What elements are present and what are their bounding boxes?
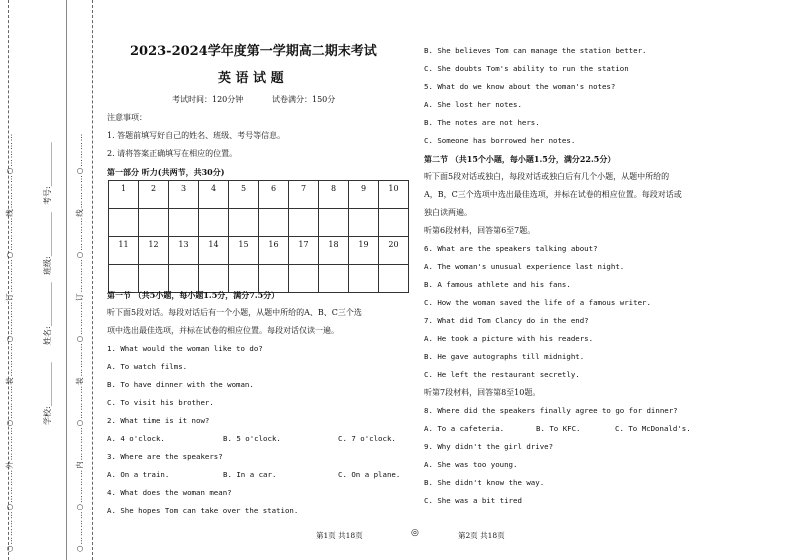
- section1-instruction: 项中选出最佳选项，并标在试卷的相应位置。每段对话仅读一遍。: [107, 326, 339, 335]
- left-page: [100, 0, 410, 560]
- option-b: B. He gave autographs till midnight.: [424, 352, 585, 361]
- section2-heading: 第二节 （共15个小题，每小题1.5分，满分22.5分）: [424, 154, 616, 164]
- page-number-right: 第2页 共18页: [458, 531, 505, 540]
- section1-instruction: 听下面5段对话。每段对话后有一个小题，从题中所给的A、B、C三个选: [107, 308, 362, 317]
- option-b: B. A famous athlete and his fans.: [424, 280, 571, 289]
- center-mark-icon: ◎: [411, 528, 419, 538]
- answer-cell[interactable]: [379, 265, 409, 293]
- exam-subtitle: 英 语 试 题: [218, 71, 284, 86]
- answer-number: 15: [229, 237, 259, 265]
- exam-time: 考试时间：120分钟: [172, 95, 244, 104]
- answer-cell[interactable]: [169, 209, 199, 237]
- answer-number-row: [109, 181, 409, 209]
- option-a: A. The woman's unusual experience last night.: [424, 262, 625, 271]
- answer-cell[interactable]: [139, 265, 169, 293]
- answer-cell[interactable]: [199, 209, 229, 237]
- answer-cell[interactable]: [319, 209, 349, 237]
- question-8: 8. Where did the speakers finally agree to go for dinner?: [424, 406, 678, 415]
- option-b: B. She didn't know the way.: [424, 478, 545, 487]
- option-c: C. To McDonald's.: [615, 424, 691, 433]
- right-page: [418, 0, 794, 560]
- answer-number: 19: [349, 237, 379, 265]
- answer-cell[interactable]: [109, 209, 139, 237]
- exam-title: 2023-2024学年度第一学期高二期末考试: [130, 44, 377, 59]
- part1-heading: 第一部分 听力(共两节，共30分): [107, 167, 225, 177]
- option-a: A. She hopes Tom can take over the station.: [107, 506, 299, 515]
- option-c: C. Someone has borrowed her notes.: [424, 136, 576, 145]
- question-2: 2. What time is it now?: [107, 416, 210, 425]
- answer-number: 1: [109, 181, 139, 209]
- name-field: 姓名:___________: [43, 282, 52, 345]
- option-c: C. She doubts Tom's ability to run the station: [424, 64, 629, 73]
- option-b: B. To KFC.: [536, 424, 581, 433]
- answer-number: 5: [229, 181, 259, 209]
- answer-number: 3: [169, 181, 199, 209]
- answer-cell[interactable]: [139, 209, 169, 237]
- answer-number: 14: [199, 237, 229, 265]
- section1-heading: 第一节 （共5小题，每小题1.5分，满分7.5分）: [107, 290, 280, 300]
- option-c: C. To visit his brother.: [107, 398, 214, 407]
- answer-number: 4: [199, 181, 229, 209]
- question-4: 4. What does the woman mean?: [107, 488, 232, 497]
- answer-number: 6: [259, 181, 289, 209]
- option-a: A. To a cafeteria.: [424, 424, 505, 433]
- answer-grid: [108, 180, 409, 293]
- option-a: A. To watch films.: [107, 362, 188, 371]
- inner-cut-line: [92, 0, 93, 560]
- option-a: A. She was too young.: [424, 460, 518, 469]
- answer-cell[interactable]: [109, 265, 139, 293]
- answer-cell[interactable]: [349, 265, 379, 293]
- answer-cell[interactable]: [229, 265, 259, 293]
- answer-blank-row[interactable]: [109, 265, 409, 293]
- option-a: A. 4 o'clock.: [107, 434, 165, 443]
- answer-cell[interactable]: [199, 265, 229, 293]
- option-b: B. She believes Tom can manage the station better.: [424, 46, 647, 55]
- answer-number: 16: [259, 237, 289, 265]
- note-item: 1. 答题前填写好自己的姓名、班级、考号等信息。: [107, 131, 286, 140]
- exam-score: 试卷满分：150分: [272, 95, 336, 104]
- material-6-note: 听第6段材料，回答第6至7题。: [424, 226, 536, 235]
- option-c: C. On a plane.: [338, 470, 401, 479]
- question-7: 7. What did Tom Clancy do in the end?: [424, 316, 589, 325]
- answer-number: 13: [169, 237, 199, 265]
- question-1: 1. What would the woman like to do?: [107, 344, 263, 353]
- answer-cell[interactable]: [349, 209, 379, 237]
- page-number-left: 第1页 共18页: [316, 531, 363, 540]
- option-a: A. He took a picture with his readers.: [424, 334, 594, 343]
- answer-number: 12: [139, 237, 169, 265]
- inner-binding-text: ○…………○…………内…………○…………装…………○…………订…………○…………线…………○…………: [75, 132, 84, 552]
- outer-binding-text: ○…………○…………外…………○…………装…………○…………订…………○…………线…………○…………: [5, 132, 14, 552]
- answer-cell[interactable]: [169, 265, 199, 293]
- option-c: C. He left the restaurant secretly.: [424, 370, 580, 379]
- option-a: A. On a train.: [107, 470, 170, 479]
- answer-blank-row[interactable]: [109, 209, 409, 237]
- answer-cell[interactable]: [319, 265, 349, 293]
- binding-strip: [0, 0, 100, 560]
- option-b: B. 5 o'clock.: [223, 434, 281, 443]
- option-a: A. She lost her notes.: [424, 100, 522, 109]
- question-5: 5. What do we know about the woman's notes?: [424, 82, 616, 91]
- answer-cell[interactable]: [229, 209, 259, 237]
- school-field: 学校:___________: [43, 362, 52, 425]
- binding-divider: [66, 0, 67, 560]
- option-c: C. She was a bit tired: [424, 496, 522, 505]
- answer-number: 10: [379, 181, 409, 209]
- question-9: 9. Why didn't the girl drive?: [424, 442, 554, 451]
- section2-instruction: 听下面5段对话或独白，每段对话或独白后有几个小题，从题中所给的: [424, 172, 670, 181]
- answer-number: 20: [379, 237, 409, 265]
- answer-number: 17: [289, 237, 319, 265]
- section2-instruction: A，B，C三个选项中选出最佳选项，并标在试卷的相应位置。每段对话或: [424, 190, 682, 199]
- option-c: C. How the woman saved the life of a famous writer.: [424, 298, 651, 307]
- option-b: B. The notes are not hers.: [424, 118, 540, 127]
- option-c: C. 7 o'clock.: [338, 434, 396, 443]
- class-field: 班级:___________: [43, 212, 52, 275]
- answer-cell[interactable]: [289, 209, 319, 237]
- answer-cell[interactable]: [259, 265, 289, 293]
- answer-number: 18: [319, 237, 349, 265]
- section2-instruction: 独白读两遍。: [424, 208, 472, 217]
- answer-number: 2: [139, 181, 169, 209]
- question-3: 3. Where are the speakers?: [107, 452, 223, 461]
- answer-cell[interactable]: [259, 209, 289, 237]
- note-item: 2. 请将答案正确填写在相应的位置。: [107, 149, 238, 158]
- answer-number: 8: [319, 181, 349, 209]
- answer-cell[interactable]: [379, 209, 409, 237]
- notes-heading: 注意事项：: [107, 113, 147, 122]
- option-b: B. In a car.: [223, 470, 277, 479]
- option-b: B. To have dinner with the woman.: [107, 380, 254, 389]
- material-7-note: 听第7段材料，回答第8至10题。: [424, 388, 541, 397]
- question-6: 6. What are the speakers talking about?: [424, 244, 598, 253]
- answer-number: 11: [109, 237, 139, 265]
- answer-number: 7: [289, 181, 319, 209]
- answer-cell[interactable]: [289, 265, 319, 293]
- answer-number-row: [109, 237, 409, 265]
- exam-number-field: 考号:___________: [43, 142, 52, 205]
- answer-number: 9: [349, 181, 379, 209]
